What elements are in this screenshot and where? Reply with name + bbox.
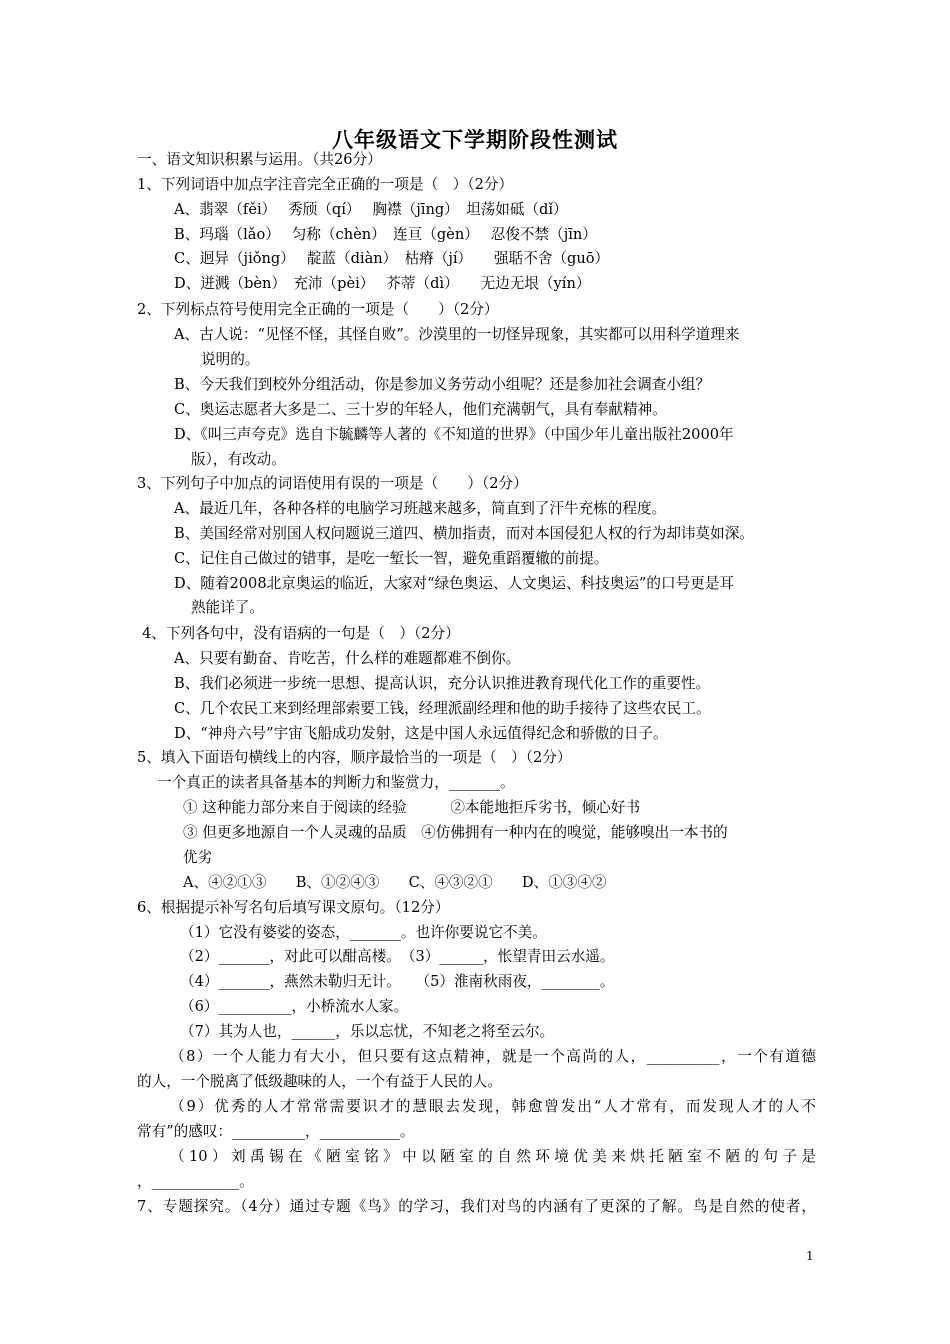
q3-option-b: B、美国经常对别国人权问题说三道四、横加指责，而对本国侵犯人权的行为却讳莫如深。 [174, 525, 754, 542]
q6-item-1: （1）它没有婆娑的姿态，_______。也许你要说它不美。 [180, 924, 547, 941]
q6-item-4-5: （4）_______，燕然未勒归无计。 （5）淮南秋雨夜，________。 [180, 973, 615, 990]
page-number: 1 [806, 1249, 814, 1263]
q1-option-a: A、翡翠（fěi） 秀颀（qí） 胸襟（jīng） 坦荡如砥（dǐ） [174, 201, 568, 218]
q2-option-c: C、奥运志愿者大多是二、三十岁的年轻人，他们充满朝气，具有奉献精神。 [174, 401, 667, 418]
q2-option-a: A、古人说：“见怪不怪，其怪自败”。沙漠里的一切怪异现象，其实都可以用科学道理来 [174, 326, 740, 343]
q4-option-d: D、“神舟六号”宇宙飞船成功发射，这是中国人永远值得纪念和骄傲的日子。 [174, 725, 668, 742]
question-7: 7、专题探究。（4分）通过专题《鸟》的学习，我们对鸟的内涵有了更深的了解。鸟是自然的使者， [137, 1198, 816, 1215]
question-3: 3、下列句子中加点的词语使用有误的一项是（ ）（2分） [137, 475, 528, 492]
q5-stem: 一个真正的读者具备基本的判断力和鉴赏力，_______。 [157, 774, 515, 791]
q1-option-c: C、迥异（jiǒng） 靛蓝（diàn） 枯瘠（jí） 强聒不舍（guō） [174, 250, 610, 267]
q2-option-b: B、今天我们到校外分组活动，你是参加义务劳动小组呢？还是参加社会调查小组？ [174, 376, 711, 393]
q5-options: A、④②①③ B、①②④③ C、④③②① D、①③④② [183, 874, 607, 891]
q6-item-7: （7）其为人也，______，乐以忘忧，不知老之将至云尔。 [180, 1023, 555, 1040]
q2-option-d: D、《叫三声夸克》选自卞毓麟等人著的《不知道的世界》（中国少年儿童出版社2000年 [174, 426, 734, 443]
q1-option-b: B、玛瑙（lǎo） 匀称（chèn） 连亘（gèn） 忍俊不禁（jīn） [174, 226, 597, 243]
q6-item-6: （6）__________，小桥流水人家。 [180, 998, 409, 1015]
section-heading: 一、语文知识积累与运用。（共26分） [137, 151, 382, 168]
q6-item-10: （10）刘禹锡在《陋室铭》中以陋室的自然环境优美来烘托陋室不陋的句子是 [170, 1148, 816, 1165]
page-title: 八年级语文下学期阶段性测试 [332, 127, 618, 152]
q2-option-a-cont: 说明的。 [201, 351, 260, 368]
q3-option-d: D、随着2008北京奥运的临近，大家对“绿色奥运、人文奥运、科技奥运”的口号更是耳 [174, 575, 734, 592]
q4-option-b: B、我们必须进一步统一思想、提高认识，充分认识推进教育现代化工作的重要性。 [174, 675, 711, 692]
question-2: 2、下列标点符号使用完全正确的一项是（ ）（2分） [137, 301, 499, 318]
question-4: 4、下列各句中，没有语病的一句是（ ）（2分） [142, 625, 460, 642]
q6-item-2-3: （2）_______，对此可以酣高楼。 （3）______，怅望青田云水遥。 [180, 948, 615, 965]
q6-item-8: （8）一个人能力有大小，但只要有这点精神，就是一个高尚的人，__________，一个有道德 [170, 1048, 816, 1065]
q2-option-d-cont: 版），有改动。 [191, 451, 286, 468]
q5-item-3-4: ③ 但更多地源自一个人灵魂的品质 ④仿佛拥有一种内在的嗅觉，能够嗅出一本书的 [183, 824, 728, 841]
question-5: 5、填入下面语句横线上的内容，顺序最恰当的一项是（ ）（2分） [137, 749, 572, 766]
q5-item-1-2: ① 这种能力部分来自于阅读的经验 ②本能地拒斥劣书，倾心好书 [183, 799, 641, 816]
q6-item-9-cont: 常有”的感叹：__________，___________。 [137, 1123, 415, 1140]
q4-option-c: C、几个农民工来到经理部索要工钱，经理派副经理和他的助手接待了这些农民工。 [174, 700, 711, 717]
q3-option-a: A、最近几年，各种各样的电脑学习班越来越多，简直到了汗牛充栋的程度。 [174, 500, 667, 517]
question-1: 1、下列词语中加点字注音完全正确的一项是（ ）（2分） [137, 176, 514, 193]
q3-option-c: C、记住自己做过的错事，是吃一堑长一智，避免重蹈覆辙的前提。 [174, 550, 609, 567]
q4-option-a: A、只要有勤奋、肯吃苦，什么样的难题都难不倒你。 [174, 650, 521, 667]
question-6: 6、根据提示补写名句后填写课文原句。（12分） [137, 899, 450, 916]
q6-item-9: （9）优秀的人才常常需要识才的慧眼去发现，韩愈曾发出“人才常有，而发现人才的人不 [170, 1098, 816, 1115]
q6-item-8-cont: 的人，一个脱离了低级趣味的人，一个有益于人民的人。 [137, 1073, 502, 1090]
q3-option-d-cont: 熟能详了。 [191, 599, 264, 616]
q1-option-d: D、迸溅（bèn） 充沛（pèi） 芥蒂（dì） 无边无垠（yín） [174, 275, 591, 292]
q6-item-10-cont: ，____________。 [137, 1173, 254, 1190]
q5-item-4-cont: 优劣 [183, 849, 213, 866]
